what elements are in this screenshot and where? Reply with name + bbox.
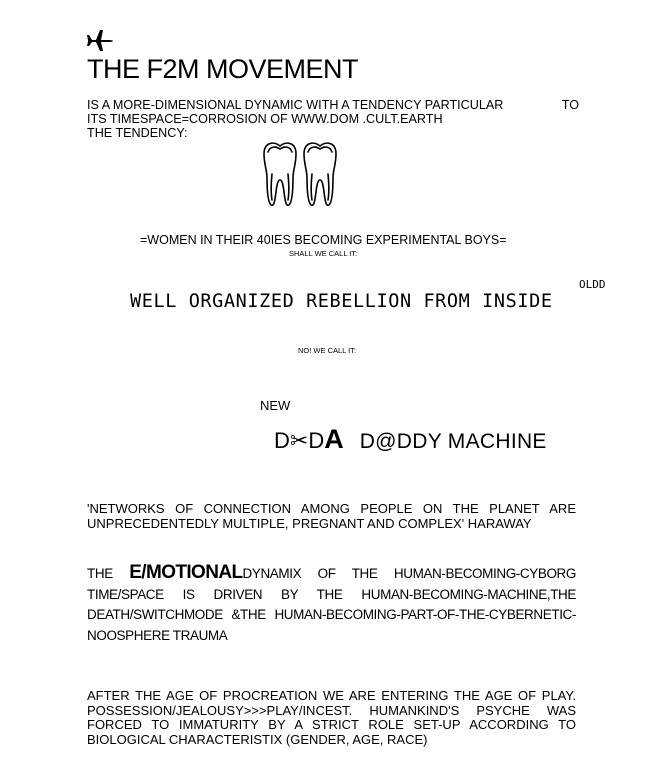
dada-big-letter: A	[324, 424, 344, 454]
page-title: THE F2M MOVEMENT	[87, 54, 359, 84]
dada-prefix: D✂D	[274, 428, 325, 453]
emotional-pre: THE	[87, 566, 113, 581]
rebellion-line: WELL ORGANIZED REBELLION FROM INSIDE	[130, 291, 553, 312]
airplane-icon	[86, 28, 114, 52]
age-of-play-paragraph: AFTER THE AGE OF PROCREATION WE ARE ENTERING THE AGE OF PLAY. POSSESSION/JEALOUSY>>>PLAY/INCEST. HUMANKIND'S PSYCHE WAS FORCED TO IMMATURITY BY A STRICT ROLE SET-UP ACCORDING TO BIOLOGICAL CHARACTERISTIX (GENDER, AGE, RACE)	[87, 688, 576, 747]
emotional-word: E/MOTIONAL	[129, 562, 243, 583]
no-we-call-it: NO! WE CALL IT:	[298, 346, 357, 355]
dada-daddy-machine	[274, 424, 547, 455]
emotional-rest: DYNAMIX OF THE HUMAN-BECOMING-CYBORG TIME/SPACE IS DRIVEN BY THE HUMAN-BECOMING-MACHINE,THE DEATH/SWITCHMODE &THE HUMAN-BECOMING-PART-OF-THE-CYBERNETIC-NOOSPHERE TRAUMA	[87, 566, 576, 643]
intro-to: TO	[561, 98, 579, 112]
women-line: =WOMEN IN THEIR 40IES BECOMING EXPERIMENTAL BOYS=	[140, 233, 507, 247]
daddy-machine: D@DDY MACHINE	[359, 430, 547, 453]
shall-we-call-it: SHALL WE CALL IT:	[289, 249, 358, 258]
haraway-quote: 'NETWORKS OF CONNECTION AMONG PEOPLE ON THE PLANET ARE UNPRECEDENTEDLY MULTIPLE, PREGNANT AND COMPLEX' HARAWAY	[87, 501, 576, 531]
intro-paragraph	[87, 98, 579, 140]
oldd-label: OLDD	[579, 278, 606, 291]
intro-line-3: THE TENDENCY:	[87, 126, 188, 140]
intro-line-1: IS A MORE-DIMENSIONAL DYNAMIC WITH A TENDENCY PARTICULAR	[87, 98, 504, 112]
new-label: NEW	[260, 398, 291, 413]
intro-line-2: ITS TIMESPACE=CORROSION OF WWW.DOM .CULT.EARTH	[87, 112, 443, 126]
emotional-paragraph	[87, 563, 576, 646]
teeth-icon	[260, 140, 340, 208]
